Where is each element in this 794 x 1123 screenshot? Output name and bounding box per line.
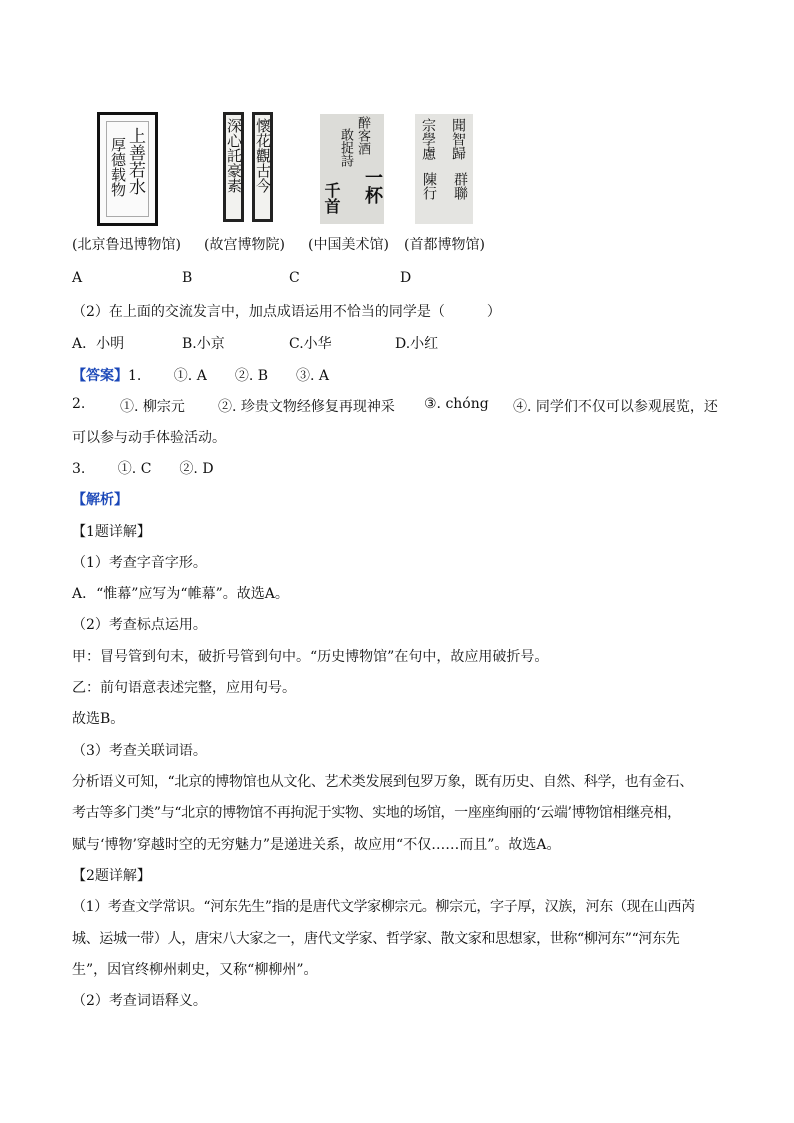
- option-b: B.小京: [182, 336, 225, 352]
- calligraphy-column: 醉客酒: [355, 116, 370, 155]
- answer-2-b: ②. 珍贵文物经修复再现神采: [218, 399, 395, 415]
- label-c: C: [289, 270, 300, 286]
- analysis-tag: 【解析】: [72, 492, 128, 508]
- analysis-line: （1）考查文学常识。“河东先生”指的是唐代文学家柳宗元。柳宗元，字子厚，汉族，河东（现在山西芮: [72, 899, 695, 915]
- analysis-line: 【2题详解】: [72, 868, 151, 884]
- label-a: A: [72, 270, 83, 286]
- calligraphy-column: 千首: [322, 182, 341, 214]
- analysis-line: 乙：前句语意表述完整，应用句号。: [72, 680, 296, 696]
- answer-2-number: 2.: [72, 396, 86, 412]
- analysis-line: （3）考查关联词语。: [72, 743, 207, 759]
- option-a: A．小明: [72, 336, 125, 352]
- calligraphy-scroll-left: 深心託豪素: [225, 118, 243, 193]
- analysis-line: 甲：冒号管到句末，破折号管到句中。“历史博物馆”在句中，故应用破折号。: [72, 649, 549, 665]
- calligraphy-scroll-right: 懷花觀古今: [254, 118, 272, 193]
- analysis-line: （2）考查词语释义。: [72, 993, 207, 1009]
- analysis-line: 故选B。: [72, 711, 125, 727]
- analysis-line: （2）考查标点运用。: [72, 617, 207, 633]
- luxun-calligraphy-image: [97, 112, 158, 226]
- analysis-line: （1）考查字音字形。: [72, 555, 207, 571]
- answer-tag: 【答案】: [72, 368, 128, 384]
- analysis-line: 考古等多门类”与“北京的博物馆不再拘泥于实物、实地的场馆，一座座绚丽的‘云端’博物馆相继亮相，: [72, 805, 681, 821]
- label-d: D: [400, 270, 412, 286]
- answer-line-1: [72, 365, 329, 385]
- calligraphy-column: 宗學慮: [420, 118, 436, 160]
- answer-2-a: ①. 柳宗元: [120, 399, 185, 415]
- caption-luxun: (北京鲁迅博物馆): [72, 237, 181, 253]
- caption-meishu: (中国美术馆): [308, 237, 389, 253]
- analysis-line: A．“惟幕”应写为“帷幕”。故选A。: [72, 586, 289, 602]
- answer-line-3: 3. ①. C ②. D: [72, 461, 214, 477]
- calligraphy-column: 厚德载物: [109, 137, 127, 197]
- calligraphy-column: 一杯: [362, 168, 383, 204]
- analysis-line: 【1题详解】: [72, 524, 151, 540]
- option-c: C.小华: [289, 336, 332, 352]
- question-stem: （2）在上面的交流发言中，加点成语运用不恰当的同学是（ ）: [72, 304, 501, 320]
- caption-shoudu: (首都博物馆): [404, 237, 485, 253]
- calligraphy-column: 聞智歸: [450, 118, 466, 160]
- caption-gugong: (故宫博物院): [204, 237, 285, 253]
- answer-2-c: ③. chóng: [424, 396, 489, 412]
- answer-2-d: ④. 同学们不仅可以参观展览，还: [513, 399, 718, 415]
- calligraphy-column: 陳行: [421, 172, 437, 200]
- label-b: B: [182, 270, 193, 286]
- calligraphy-column: 敢捉詩: [338, 128, 353, 167]
- option-d: D.小红: [395, 336, 439, 352]
- answer-text-1: 1. ①. A ②. B ③. A: [128, 368, 330, 384]
- analysis-line: 赋与‘博物’穿越时空的无穷魅力”是递进关系，故应用“不仅……而且”。故选A。: [72, 837, 561, 853]
- analysis-line: 分析语义可知，“北京的博物馆也从文化、艺术类发展到包罗万象，既有历史、自然、科学，也有金石、: [72, 774, 694, 790]
- analysis-line: 生”，因官终柳州刺史，又称“柳柳州”。: [72, 962, 318, 978]
- analysis-line: 城、运城一带）人，唐宋八大家之一，唐代文学家、哲学家、散文家和思想家，世称“柳河东”“河东先: [72, 931, 680, 947]
- calligraphy-column: 群聯: [452, 172, 468, 200]
- answer-2-continued: 可以参与动手体验活动。: [72, 430, 226, 446]
- calligraphy-column: 上善若水: [125, 127, 145, 195]
